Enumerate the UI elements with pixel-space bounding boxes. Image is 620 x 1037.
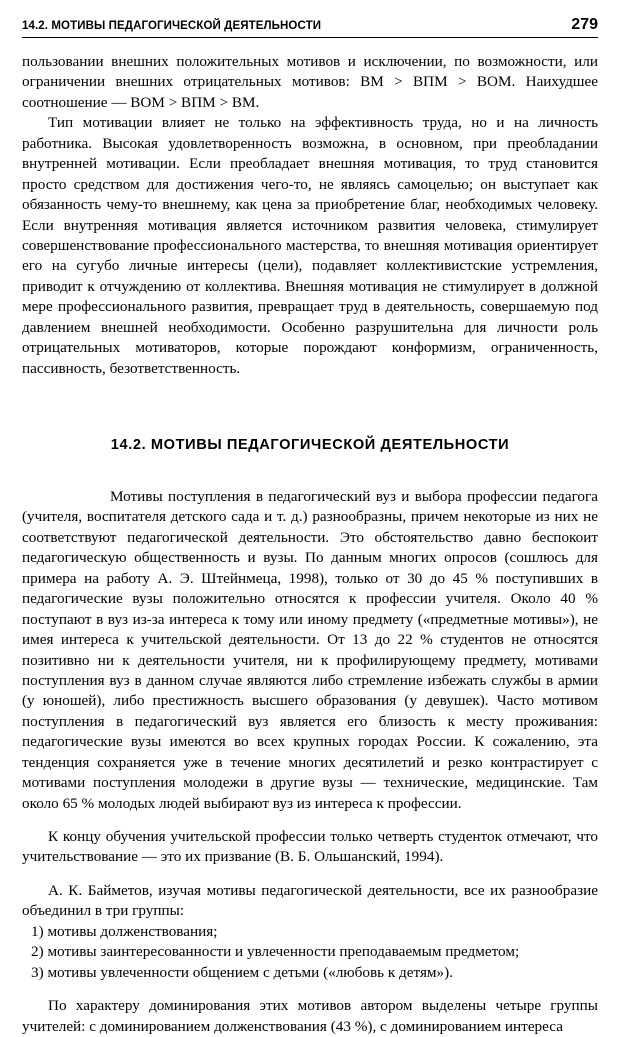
section-paragraph-3: А. К. Байметов, изучая мотивы педагогической деятельности, все их разнообразие объединил в три группы: bbox=[22, 881, 598, 920]
body-paragraph-1: пользовании внешних положительных мотивов и исключении, по возможности, или ограничении внешних отрицательных мотивов: ВМ > ВПМ > ВОМ. Наихудшее соотношение — ВОМ > ВПМ > ВМ. bbox=[22, 53, 598, 111]
spacer-after-heading bbox=[22, 453, 598, 487]
section-paragraph-1: Мотивы поступления в педагогический вуз и выбора профессии педагога (учителя, воспитателя детского сада и т. д.) разнообразны, причем некоторые из них не соответствуют педагогической деятельности. Это обстоятельство давно беспокоит педагогическую общественность и вузы. По данным многих опросов (сошлюсь для примера на работу А. Э. Штейнмеца, 1998), только от 30 до 45 % поступивших в педагогические вузы положительно относятся к профессии учителя. Около 40 % поступают в вуз из-за интереса к тому или иному предмету («предметные мотивы»), не имея интереса к учительской деятельности. От 13 до 22 % студентов не относятся позитивно ни к деятельности учителя, ни к профилирующему предмету, мотивами поступления вуз в данном случае являются либо стремление избежать службы в армии (у юношей), либо престижность высшего образования (у девушек). Часто мотивом поступления в педагогический вуз является его близость к месту проживания: педагогические вузы имеются во всех крупных городах России. К сожалению, эта тенденция сохраняется уже в течение многих десятилетий и резко контрастирует с мотивами поступления молодежи в другие вузы — технические, медицинские. Там около 65 % молодых людей выбирают вуз из интереса к профессии. bbox=[22, 488, 598, 812]
list-item: 1) мотивы долженствования; bbox=[31, 922, 218, 940]
list-item: 3) мотивы увлеченности общением с детьми («любовь к детям»). bbox=[31, 963, 453, 981]
running-head-title: 14.2. МОТИВЫ ПЕДАГОГИЧЕСКОЙ ДЕЯТЕЛЬНОСТИ bbox=[22, 20, 322, 32]
section-heading: 14.2. МОТИВЫ ПЕДАГОГИЧЕСКОЙ ДЕЯТЕЛЬНОСТИ bbox=[110, 437, 510, 453]
page-number: 279 bbox=[571, 16, 598, 33]
list-item: 2) мотивы заинтересованности и увлеченности преподаваемым предметом; bbox=[31, 943, 520, 961]
spacer-3 bbox=[22, 983, 598, 996]
section-paragraph-4: По характеру доминирования этих мотивов автором выделены четыре группы учителей: с доминированием долженствования (43 %), с доминированием интереса bbox=[22, 997, 598, 1035]
header-divider bbox=[22, 37, 598, 38]
body-paragraph-2: Тип мотивации влияет не только на эффективность труда, но и на личность работника. Высокая удовлетворенность возможна, в основном, при преобладании внутренней мотивации. Если преобладает внешняя мотивация, то труд становится просто средством для достижения чего-то, не являясь самоцелью; он выступает как обязанность чему-то внешнему, как цена за приобретение благ, необходимых человеку. Если внутренняя мотивация является источником развития человека, стимулирует совершенствование профессионального мастерства, то внешняя мотивация ориентирует его на сугубо личные интересы (цели), подавляет коллективистские устремления, приводит к отчуждению от коллектива. Внешняя мотивация не стимулирует в должной мере профессионального развития, превращает труд в деятельность, совершаемую под давлением внешней необходимости. Особенно разрушительна для личности роль отрицательных мотиваторов, которые порождают конформизм, ограниченность, пассивность, безответственность. bbox=[22, 114, 598, 377]
spacer-1 bbox=[22, 814, 598, 827]
spacer-before-section bbox=[22, 379, 598, 437]
page-header bbox=[22, 16, 598, 34]
motive-groups-list bbox=[22, 922, 598, 983]
spacer-2 bbox=[22, 868, 598, 881]
section-paragraph-2: К концу обучения учительской профессии только четверть студенток отмечают, что учительствование — это их призвание (В. Б. Ольшанский, 1994). bbox=[22, 828, 598, 866]
